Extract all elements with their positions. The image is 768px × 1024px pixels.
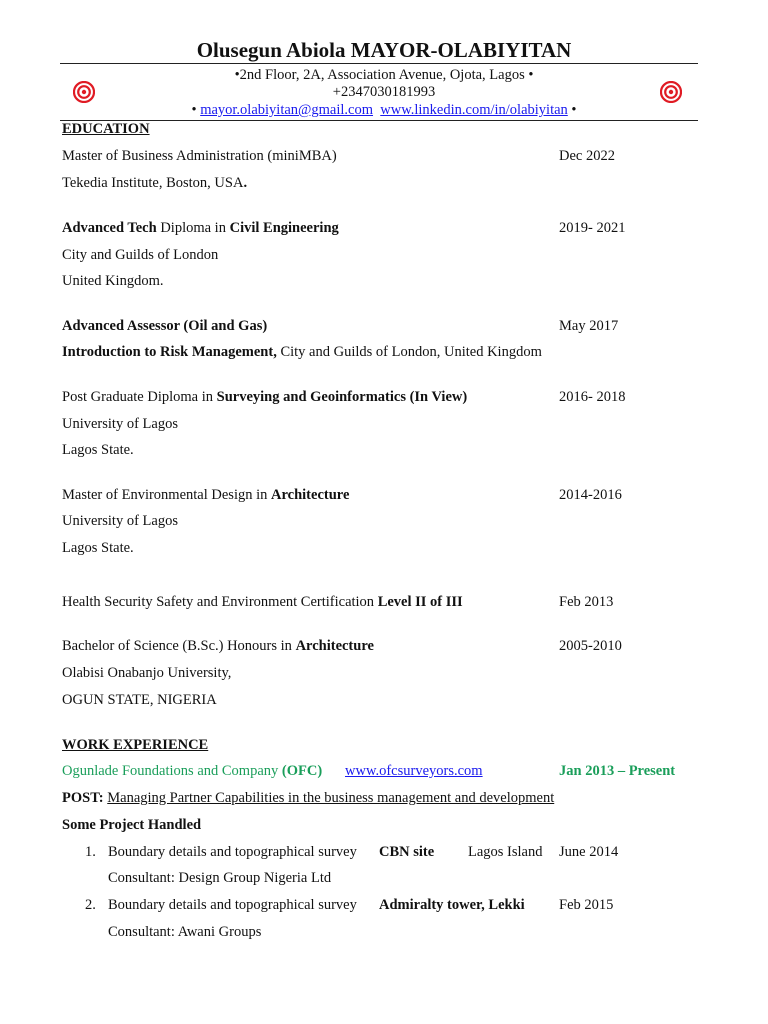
company-name: Ogunlade Foundations and Company: [62, 763, 282, 779]
risk-management-line: [62, 344, 542, 361]
mba-title: Master of Business Administration (miniMBA): [62, 148, 337, 164]
med-field: Architecture: [271, 487, 350, 503]
hsse-prefix: Health Security Safety and Environment Certification: [62, 594, 378, 610]
med-prefix: Master of Environmental Design in: [62, 487, 271, 503]
mba-school-dot: .: [243, 175, 248, 191]
address-line: •2nd Floor, 2A, Association Avenue, Ojota, Lagos •: [234, 67, 534, 83]
email-link[interactable]: mayor.olabiyitan@gmail.com: [200, 102, 374, 118]
pgd-state: Lagos State.: [62, 442, 134, 458]
med-date: 2014-2016: [559, 487, 622, 503]
post-text: Managing Partner Capabilities in the business management and development: [107, 790, 555, 806]
bullet-left: •: [191, 102, 197, 118]
company-website-link[interactable]: www.ofcsurveyors.com: [345, 763, 483, 779]
adv-tech-country: United Kingdom.: [62, 273, 164, 289]
company-abbr: (OFC): [281, 763, 323, 779]
hsse-title: [62, 594, 463, 611]
header-top-rule: [60, 63, 698, 64]
mba-school: [62, 175, 247, 192]
adv-tech-mid: Diploma in: [156, 220, 230, 236]
bsc-school: Olabisi Onabanjo University,: [62, 665, 232, 681]
med-state: Lagos State.: [62, 540, 134, 556]
pgd-field: Surveying and Geoinformatics (In View): [216, 389, 468, 405]
project-site: Admiralty tower, Lekki: [379, 897, 525, 913]
bsc-title: [62, 638, 374, 655]
med-school: University of Lagos: [62, 513, 178, 529]
project-number: 2.: [85, 897, 96, 913]
risk-title: Introduction to Risk Management,: [62, 344, 277, 360]
hsse-level: Level II of III: [377, 594, 463, 610]
med-title: [62, 487, 349, 504]
projects-heading: Some Project Handled: [62, 817, 202, 833]
project-date: June 2014: [559, 844, 619, 860]
company-line: [62, 763, 322, 780]
bsc-date: 2005-2010: [559, 638, 622, 654]
bullet-right: •: [571, 102, 577, 118]
pgd-school: University of Lagos: [62, 416, 178, 432]
assessor-date: May 2017: [559, 318, 619, 334]
project-site: CBN site: [379, 844, 435, 860]
project-consultant: Consultant: Design Group Nigeria Ltd: [108, 870, 332, 886]
target-icon: [73, 81, 95, 103]
adv-tech-date: 2019- 2021: [559, 220, 626, 236]
adv-tech-field: Civil Engineering: [229, 220, 339, 236]
resume-name: Olusegun Abiola MAYOR-OLABIYITAN: [196, 38, 572, 62]
project-location: Lagos Island: [468, 844, 543, 860]
contact-line: [0, 102, 768, 119]
project-consultant: Consultant: Awani Groups: [108, 924, 262, 940]
post-line: [62, 790, 554, 807]
hsse-date: Feb 2013: [559, 594, 614, 610]
project-number: 1.: [85, 844, 96, 860]
mba-date: Dec 2022: [559, 148, 615, 164]
work-heading: WORK EXPERIENCE: [62, 737, 209, 753]
bsc-state: OGUN STATE, NIGERIA: [62, 692, 217, 708]
risk-school: City and Guilds of London, United Kingdom: [276, 344, 542, 360]
pgd-title: [62, 389, 467, 406]
pgd-prefix: Post Graduate Diploma in: [62, 389, 217, 405]
adv-tech-bold: Advanced Tech: [62, 220, 157, 236]
pgd-date: 2016- 2018: [559, 389, 626, 405]
post-label: POST:: [62, 790, 104, 806]
adv-tech-title: [62, 220, 339, 237]
project-desc: Boundary details and topographical survey: [108, 844, 357, 860]
education-heading: EDUCATION: [62, 121, 150, 137]
assessor-title: Advanced Assessor (Oil and Gas): [62, 318, 268, 334]
target-icon: [660, 81, 682, 103]
company-period: Jan 2013 – Present: [559, 763, 676, 779]
bsc-prefix: Bachelor of Science (B.Sc.) Honours in: [62, 638, 296, 654]
bsc-field: Architecture: [295, 638, 374, 654]
project-date: Feb 2015: [559, 897, 614, 913]
project-desc: Boundary details and topographical survey: [108, 897, 357, 913]
phone-line: +2347030181993: [332, 84, 436, 100]
linkedin-link[interactable]: www.linkedin.com/in/olabiyitan: [380, 102, 568, 118]
header-bottom-rule: [60, 120, 698, 121]
mba-school-text: Tekedia Institute, Boston, USA: [62, 175, 244, 191]
adv-tech-school: City and Guilds of London: [62, 247, 219, 263]
